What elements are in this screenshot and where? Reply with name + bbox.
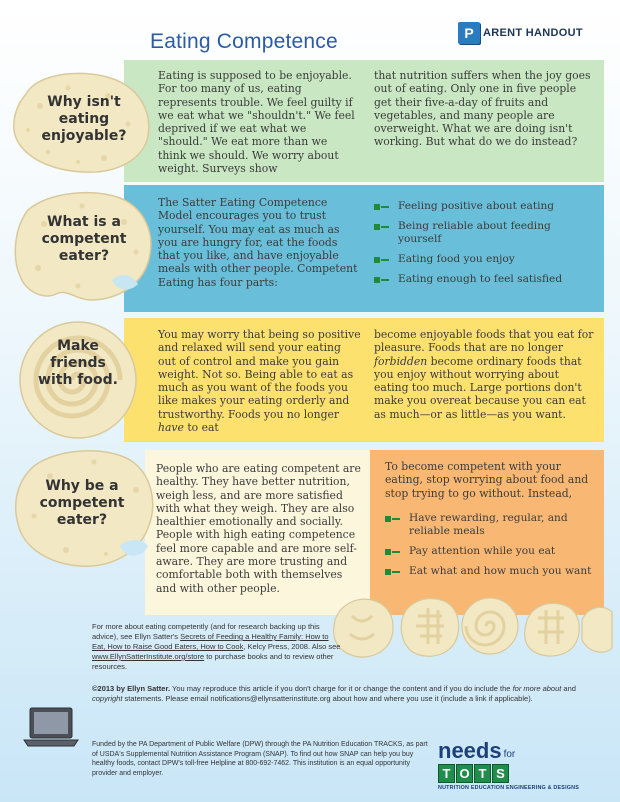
check-icon <box>374 277 389 283</box>
friends-text-right: become enjoyable foods that you eat for pleasure. Foods that are no longer forbidden become ordinary foods that you enjoy without worrying about eating too much. Large portions don't make you overeat because you can eat as much—or as little—as you want. <box>374 328 594 421</box>
question-why-isnt-eating-enjoyable: Why isn't eating enjoyable? <box>41 94 127 144</box>
store-link[interactable]: www.EllynSatterInstitute.org/store <box>92 652 205 661</box>
needs-for-tots-logo <box>438 738 588 791</box>
enjoyable-text-left: Eating is supposed to be enjoyable. For too many of us, eating represents trouble. We feel guilty if we eat what we "shouldn't." We feel deprived if we eat what we "should." We eat more than we think we should. We worry about weight. Surveys show <box>158 69 355 176</box>
question-make-friends-with-food: Make friends with food. <box>38 338 118 388</box>
competent-text-left: The Satter Eating Competence Model encourages you to trust yourself. You may eat as much as you are hungry for, eat the foods that you like, and have enjoyable meals with other people. Competent Eating has four parts: <box>158 196 358 289</box>
why-text-left: People who are eating competent are healthy. They have better nutrition, weigh less, and are more satisfied with what they weigh. They are also healthier emotionally and socially. People with high eating competence feel more capable and are more self-aware. They are more trusting and comfortable both with themselves and with other people. <box>156 462 361 595</box>
brand-needs: needs <box>438 738 502 763</box>
letter-block-icon: P <box>458 22 480 44</box>
list-item: Being reliable about feeding yourself <box>374 220 594 246</box>
check-icon <box>385 569 400 575</box>
brand-tagline: NUTRITION EDUCATION ENGINEERING & DESIGNS <box>438 785 580 791</box>
question-what-is-competent-eater: What is a competent eater? <box>41 214 127 264</box>
check-icon <box>374 257 389 263</box>
question-why-be-competent-eater: Why be a competent eater? <box>39 478 125 528</box>
book-title-link[interactable]: Secrets of Feeding a Healthy Family: How to Eat, How to Raise Good Eaters, How to Cook <box>92 632 329 651</box>
list-item: Feeling positive about eating <box>374 200 594 213</box>
competent-checklist <box>374 200 594 293</box>
list-item: Eating food you enjoy <box>374 253 594 266</box>
enjoyable-text-right: that nutrition suffers when the joy goes out of eating. Only one in five people get their five-a-day of fruits and vegetables, and many people are overweight. What we are doing isn't working. But what do we do instead? <box>374 69 591 149</box>
check-icon <box>374 224 389 230</box>
check-icon <box>385 549 400 555</box>
list-item: Eat what and how much you want <box>385 565 595 578</box>
more-info-note: For more about eating competently (and for research backing up this advice), see Ellyn Satter's Secrets of Feeding a Healthy Family: How to Eat, How to Raise Good Eaters, How to Cook, Kelcy Press, 2008. Also see www.EllynSatterInstitute.org/store to purchase books and to review other resources. <box>92 622 341 671</box>
tots-blocks: T O T S <box>438 764 509 783</box>
page-title: Eating Competence <box>150 30 338 53</box>
why-checklist <box>385 512 595 585</box>
check-icon <box>374 204 389 210</box>
cookies-row-icon <box>326 586 616 668</box>
brand-for: for <box>503 749 516 760</box>
copyright-notice: ©2013 by Ellyn Satter. You may reproduce this article if you don't charge for it or change the content and if you do include the for more about and copyright statements. Please email notifications@ellynsatterinstitute.org about how and where you use it (include a link if applicable). <box>92 684 576 703</box>
why-text-right-intro: To become competent with your eating, stop worrying about food and stop trying to go without. Instead, <box>385 460 589 500</box>
check-icon <box>385 516 400 522</box>
list-item: Eating enough to feel satisfied <box>374 273 594 286</box>
badge-text: ARENT HANDOUT <box>483 27 583 39</box>
parent-handout-badge <box>458 22 583 44</box>
funding-statement: Funded by the PA Department of Public Welfare (DPW) through the PA Nutrition Education TRACKS, as part of USDA's Supplemental Nutrition Assistance Program (SNAP). To find out how SNAP can help you buy healthy foods, contact DPW's toll-free Helpline at 800-692-7462. This institution is an equal opportunity provider and employer. <box>92 741 428 777</box>
list-item: Have rewarding, regular, and reliable meals <box>385 512 595 538</box>
laptop-icon <box>22 706 80 750</box>
friends-text-left: You may worry that being so positive and relaxed will send your eating out of control and make you gain weight. Not so. Being able to eat as much as you want of the foods you like makes your eating orderly and trustworthy. Foods you no longer have to eat <box>158 328 361 435</box>
list-item: Pay attention while you eat <box>385 545 595 558</box>
